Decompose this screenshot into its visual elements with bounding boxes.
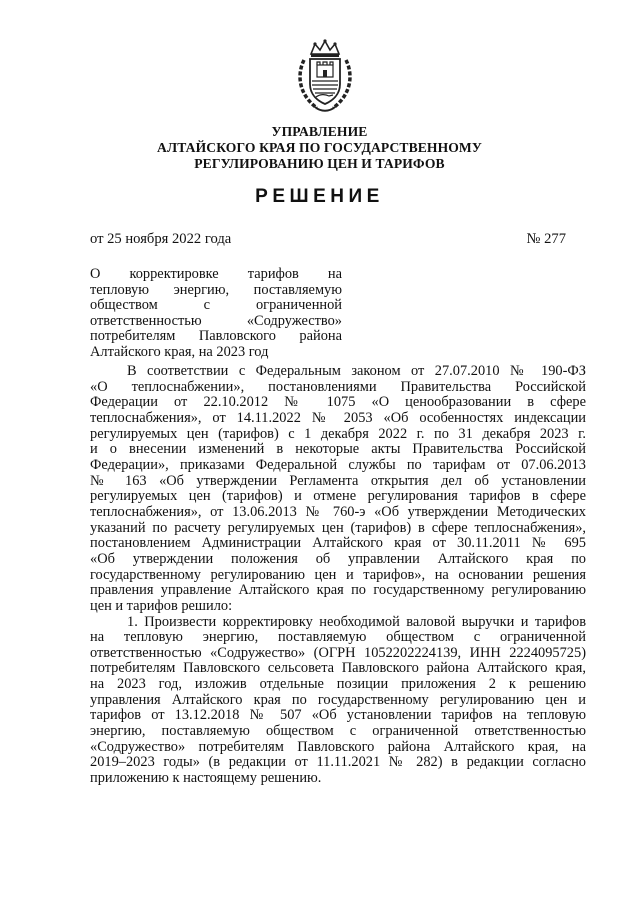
body-line: государственному регулированию цен и тарифов», на основании решения xyxy=(90,566,586,583)
body-line: указаний по расчету регулируемых цен (тарифов) в сфере теплоснабжения», xyxy=(90,519,586,536)
document-body xyxy=(90,364,586,787)
org-line: РЕГУЛИРОВАНИЮ ЦЕН И ТАРИФОВ xyxy=(194,156,445,171)
body-line: регулируемых цен (тарифов) с 1 декабря 2022 г. по 31 декабря 2023 г. xyxy=(90,425,586,442)
body-line: потребителям Павловского сельсовета Павловского района Алтайского края, xyxy=(90,660,586,677)
subject-line: обществом с ограниченной xyxy=(90,297,342,314)
document-date: от 25 ноября 2022 года xyxy=(90,231,232,247)
altai-krai-coat-of-arms-icon xyxy=(295,38,355,114)
document-type-title: РЕШЕНИЕ xyxy=(255,186,384,207)
body-line: «О теплоснабжении», постановлениями Правительства Российской xyxy=(90,378,586,395)
subject-line: О корректировке тарифов на xyxy=(90,266,342,282)
body-line: и о внесении изменений в некоторые акты Правительства Российской xyxy=(90,441,586,458)
subject-line: тепловую энергию, поставляемую xyxy=(90,281,342,298)
org-line: УПРАВЛЕНИЕ xyxy=(271,124,368,139)
subject-line: потребителям Павловского района xyxy=(90,328,342,345)
document-number: № 277 xyxy=(526,231,566,247)
body-line: теплоснабжения», от 14.11.2022 № 2053 «Об особенностях индексации xyxy=(90,409,586,426)
subject-line: ответственностью «Содружество» xyxy=(90,312,342,329)
body-line: энергию, поставляемую обществом с ограниченной ответственностью xyxy=(90,723,586,740)
body-line: тарифов от 13.12.2018 № 507 «Об установлении тарифов на тепловую xyxy=(90,707,586,724)
document-subject xyxy=(90,267,342,361)
body-line: приложению к настоящему решению. xyxy=(90,770,322,787)
body-line: теплоснабжения», от 13.06.2013 № 760-э «Об утверждении Методических xyxy=(90,503,586,520)
body-line: постановлением Администрации Алтайского края от 30.11.2011 № 695 xyxy=(90,535,586,552)
body-line: Федерации», приказами Федеральной службы по тарифам от 07.06.2013 xyxy=(90,456,586,473)
body-line: на 2023 год, изложив отдельные позиции приложения 2 к решению xyxy=(90,676,586,693)
body-line: В соответствии с Федеральным законом от 27.07.2010 № 190-ФЗ xyxy=(127,363,586,379)
body-line: на тепловую энергию, поставляемую обществом с ограниченной xyxy=(90,629,586,646)
body-line: ответственностью «Содружество» (ОГРН 1052202224139, ИНН 2224095725) xyxy=(90,644,586,661)
subject-line: Алтайского края, на 2023 год xyxy=(90,343,269,360)
body-line: 2019–2023 годы» (в редакции от 11.11.2021 № 282) в редакции согласно xyxy=(90,754,586,771)
org-line: АЛТАЙСКОГО КРАЯ ПО ГОСУДАРСТВЕННОМУ xyxy=(157,140,482,155)
body-line: правления управление Алтайского края по государственному регулированию xyxy=(90,582,586,599)
body-line: управления Алтайского края по государственному регулированию цен и xyxy=(90,691,586,708)
body-line: № 163 «Об утверждении Регламента открытия дел об установлении xyxy=(90,472,586,489)
body-line: «Содружество» потребителям Павловского района Алтайского края, на xyxy=(90,738,586,755)
body-line: «Об утверждении положения об управлении Алтайского края по xyxy=(90,550,586,567)
issuing-authority xyxy=(90,124,549,172)
body-line: регулируемых цен (тарифов) и отмене регулирования тарифов в сфере xyxy=(90,488,586,505)
body-line: 1. Произвести корректировку необходимой валовой выручки и тарифов xyxy=(127,613,586,630)
body-line: цен и тарифов решило: xyxy=(90,597,233,614)
body-line: Федерации от 22.10.2012 № 1075 «О ценообразовании в сфере xyxy=(90,394,586,411)
